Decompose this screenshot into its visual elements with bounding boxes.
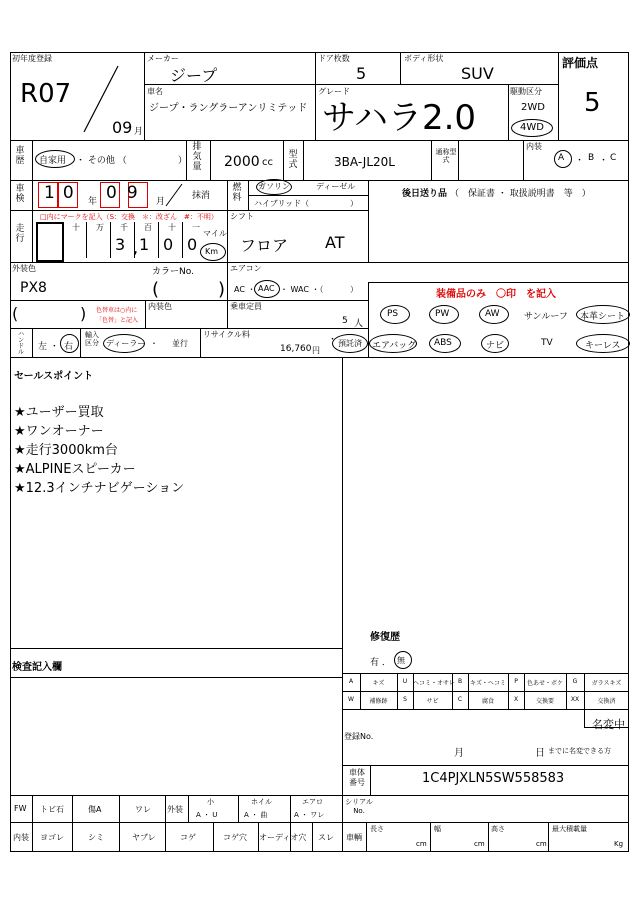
color-change-close: ) (80, 304, 87, 323)
history-label: 車歴 (15, 146, 25, 166)
capacity-value: 5 (342, 316, 348, 326)
score-label: 評価点 (562, 56, 599, 70)
deposit-sep: ・ (328, 335, 338, 345)
import-dealer: ディーラー (106, 339, 146, 348)
inspection-slash (164, 182, 184, 208)
first-registration-label: 初年度登録 (12, 54, 52, 63)
wheel-label: ホイル (251, 798, 272, 806)
ac-option-b: ・ WAC ・（ (280, 285, 324, 294)
own-use: 自家用 (39, 156, 67, 166)
recycle-value: 16,760 (280, 344, 312, 354)
mileage-comma: , (133, 238, 139, 257)
length-label: 長さ (370, 825, 384, 833)
interior-audio-hole: オーディオ穴 (259, 833, 307, 842)
serial-label: シリアルNo. (345, 798, 373, 815)
aero-options: A ・ ワレ (294, 811, 325, 819)
erasure: 抹消 (192, 191, 211, 201)
mileage-unit-label: 万 (96, 223, 104, 232)
color-change-note-1: 色替車は○内に (96, 307, 138, 314)
shift-label: シフト (230, 212, 254, 221)
inspection-notes-label: 検査記入欄 (12, 662, 62, 673)
interior-grade-b: B (588, 153, 595, 163)
legend-cell: 交換済 (597, 698, 616, 705)
sales-point-3: ★走行3000km台 (14, 443, 118, 458)
capacity-unit: 人 (354, 319, 364, 329)
fw-chip: トビ石 (40, 805, 64, 814)
inspection-label: 車検 (15, 184, 25, 204)
mileage-mark-box (36, 222, 64, 262)
car-name-value: ジープ・ラングラーアンリミテッド (149, 103, 308, 114)
width-unit: cm (474, 840, 485, 848)
name-change: 名変中 (592, 718, 625, 731)
legend-cell: C (457, 696, 463, 703)
shift-type: フロア (240, 236, 289, 255)
legend-cell: U (402, 678, 408, 685)
ac-option-a: AC ・ (234, 285, 256, 294)
inspection-month-unit: 月 (156, 197, 166, 207)
maker-label: メーカー (147, 54, 179, 63)
equip-aw: AW (485, 309, 500, 319)
inspection-year: 10 (44, 183, 82, 203)
vin-label: 車体番号 (349, 768, 365, 787)
max-load-unit: Kg (614, 840, 624, 848)
sales-points-label: セールスポイント (14, 371, 94, 382)
interior-burn: コゲ (180, 833, 196, 842)
equip-abs: ABS (434, 338, 452, 348)
drive-4wd: 4WD (520, 122, 544, 133)
recycle-unit: 円 (312, 346, 320, 355)
equip-sunroof: サンルーフ (524, 312, 568, 322)
legend-cell: X (513, 696, 519, 703)
recycle-label: リサイクル料 (203, 330, 250, 339)
interior-bottom-label: 内装 (13, 833, 29, 842)
legend-cell: G (572, 678, 578, 685)
equip-leather: 本革シート (580, 312, 626, 322)
ac-label: エアコン (230, 264, 262, 273)
width-label: 幅 (434, 825, 441, 833)
maker-value: ジープ (170, 66, 218, 85)
equip-navi: ナビ (486, 341, 505, 351)
repair-no: 無 (397, 656, 405, 665)
month-unit: 月 (134, 127, 144, 137)
interior-burn-hole: コゲ穴 (223, 833, 247, 842)
import-parallel: 並行 (172, 339, 188, 348)
interior-dirt: ヨゴレ (40, 833, 64, 842)
vin-value: 1C4PJXLN5SW558583 (422, 771, 565, 786)
sales-point-1: ★ユーザー買取 (14, 405, 104, 420)
registration-day: 日 (535, 748, 545, 759)
fw-scratch: 傷A (88, 805, 102, 814)
fw-label: FW (14, 804, 27, 813)
cc-unit: cc (262, 157, 273, 168)
interior-color-label: 内装色 (148, 302, 172, 311)
vehicle-label: 車輌 (346, 833, 362, 842)
aero-label: エアロ (302, 798, 323, 806)
height-unit: cm (536, 840, 547, 848)
grade-value: サハラ2.0 (322, 98, 477, 138)
wheel-options: A ・ 曲 (244, 811, 268, 819)
first-registration-month: 09 (112, 118, 133, 137)
legend-cell: ヘコミ・オサレ (413, 680, 455, 687)
mileage-unit-label: 一 (192, 223, 200, 232)
registration-label: 登録No. (344, 732, 374, 741)
doors-label: ドア枚数 (318, 54, 350, 63)
km-unit: Km (205, 247, 219, 256)
grade-label: グレード (318, 87, 350, 96)
small-label: 小 (207, 798, 214, 806)
legend-cell: キズ・ヘコミ (470, 680, 506, 687)
mileage-digit: 3 (115, 235, 126, 254)
legend-cell: ガラスキズ (591, 680, 622, 687)
capacity-label: 乗車定員 (230, 302, 262, 311)
mileage-label: 走行 (15, 224, 25, 244)
doors-value: 5 (356, 64, 367, 83)
other-close: ） (178, 156, 188, 166)
legend-cell: 色あせ・ボケ (526, 680, 563, 687)
first-registration-year: R07 (20, 79, 72, 109)
height-label: 高さ (491, 825, 505, 833)
ac-close: ） (350, 285, 358, 294)
registration-until: までに名変できる方 (548, 747, 611, 755)
small-options: A ・ U (196, 811, 218, 819)
equip-ps: PS (387, 309, 399, 319)
interior-wear: スレ (318, 833, 334, 842)
max-load-label: 最大積載量 (552, 825, 587, 833)
exterior-color: PX8 (20, 280, 47, 296)
length-unit: cm (416, 840, 427, 848)
sales-point-2: ★ワンオーナー (14, 424, 104, 439)
color-no-open: ( (152, 279, 160, 300)
exterior-color-label: 外装色 (12, 264, 36, 273)
interior-stain: シミ (88, 833, 104, 842)
drive-label: 駆動区分 (510, 87, 542, 96)
equip-keyless: キーレス (585, 341, 621, 351)
exterior-label: 外装 (167, 805, 183, 814)
mileage-digit: 0 (187, 235, 198, 254)
legend-cell: 補修跡 (369, 698, 388, 705)
model-label: 型式 (288, 150, 298, 170)
inspection-month: 09 (106, 183, 148, 203)
mileage-digit: 0 (163, 235, 174, 254)
displacement-value: 2000 (224, 154, 260, 170)
fuel-label: 燃料 (232, 183, 242, 203)
car-name-label: 車名 (147, 87, 163, 96)
handle-right: 右 (64, 342, 74, 352)
equipment-title: 装備品のみ 〇印 を記入 (436, 289, 556, 300)
ac-option-aac: AAC (258, 284, 275, 293)
interior-tear: ヤブレ (132, 833, 156, 842)
color-no-label: カラーNo. (152, 267, 194, 277)
later-docs: （ 保証書 ・ 取扱説明書 等 ） (450, 189, 591, 199)
sales-point-4: ★ALPINEスピーカー (14, 462, 136, 477)
body-type-label: ボディ形状 (404, 54, 444, 63)
other-use: ・ その他 （ (76, 156, 127, 166)
gasoline: ガソリン (258, 182, 290, 191)
registration-month: 月 (454, 748, 464, 759)
color-change-open: ( (12, 304, 19, 323)
hybrid-close: ） (350, 199, 358, 208)
interior-grade-c: C (610, 153, 617, 163)
handle-label: ハンドル (17, 331, 24, 356)
later-docs-label: 後日送り品 (402, 189, 448, 199)
legend-cell: W (348, 696, 354, 703)
drive-2wd: 2WD (521, 102, 545, 113)
legend-cell: S (403, 696, 407, 703)
equip-pw: PW (435, 309, 450, 319)
displacement-label: 排気量 (192, 142, 202, 172)
equip-airbag: エアバッグ (372, 341, 417, 351)
equip-tv: TV (541, 338, 553, 348)
color-change-note-2: 「色替」と記入 (96, 317, 139, 324)
interior-grade-sep1: ・ (575, 156, 585, 166)
sales-point-5: ★12.3インチナビゲーション (14, 481, 185, 496)
fw-crack: ワレ (135, 805, 151, 814)
handle-left: 左 ・ (38, 342, 59, 352)
shift-value: AT (325, 233, 345, 252)
interior-grade-a: A (558, 153, 565, 163)
color-no-close: ) (218, 279, 226, 300)
diesel: ディーゼル (316, 182, 356, 191)
deposit: 預託済 (338, 339, 362, 348)
legend-cell: 交換要 (535, 698, 554, 705)
legend-cell: XX (570, 696, 580, 703)
interior-grade-sep2: ・ (599, 156, 609, 166)
mileage-unit-label: 千 (120, 223, 128, 232)
legend-cell: サビ (426, 698, 439, 705)
mileage-digit: 1 (139, 235, 150, 254)
mileage-unit-label: 百 (144, 223, 152, 232)
designation-label: 通称型式 (435, 148, 457, 164)
mile-unit: マイル (203, 229, 227, 238)
repair-yes: 有 ． (370, 658, 391, 668)
inspection-year-unit: 年 (88, 197, 98, 207)
mileage-note: □内にマークを記入（S：交換 ＊：改ざん #：不明） (40, 213, 218, 221)
repair-history-label: 修復歴 (370, 632, 400, 643)
mileage-unit-label: 十 (168, 223, 176, 232)
legend-cell: B (457, 678, 463, 685)
legend-cell: 腐食 (481, 698, 494, 705)
import-dealer-sep: ・ (150, 339, 158, 348)
score-value: 5 (584, 88, 601, 118)
import-label: 輸入区分 (85, 331, 99, 347)
legend-cell: A (348, 678, 354, 685)
hybrid: ハイブリッド（ (254, 199, 310, 208)
mileage-unit-label: 十 (72, 223, 80, 232)
model-value: 3BA-JL20L (334, 155, 395, 169)
body-type-value: SUV (461, 64, 494, 83)
interior-label: 内装 (526, 142, 542, 151)
legend-cell: P (514, 678, 518, 685)
legend-cell: キズ (372, 680, 385, 687)
